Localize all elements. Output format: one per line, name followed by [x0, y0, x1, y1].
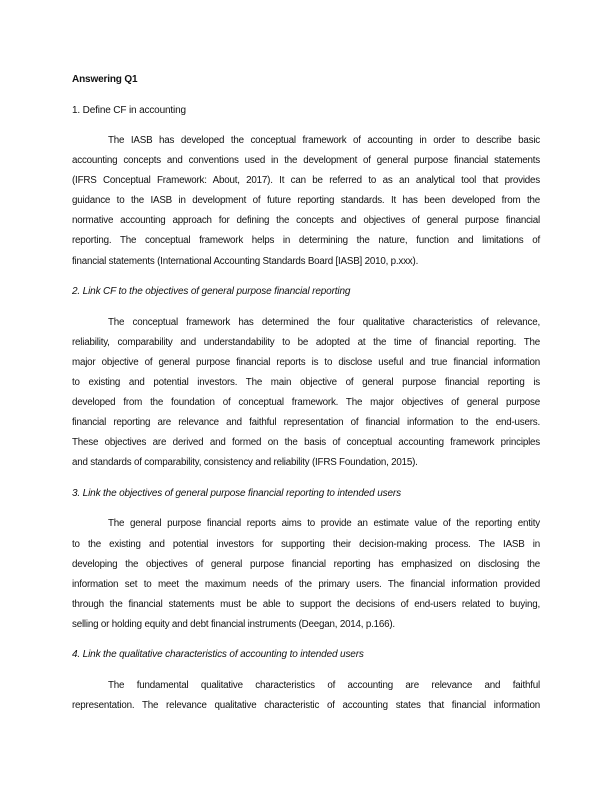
spacer: [72, 473, 540, 484]
paragraph-line: reporting. The conceptual framework helps in determining the nature, function and limitations of: [72, 235, 540, 247]
paragraph-line: through the financial statements must be able to support the decisions of end-users related to buying,: [72, 598, 540, 610]
paragraph-line: (IFRS Conceptual Framework: About, 2017). It can be referred to as an analytical tool that provides: [72, 175, 540, 187]
paragraph: [72, 514, 540, 635]
paragraph-line: major objective of general purpose financial reports is to disclose useful and true financial information: [72, 356, 540, 368]
paragraph-line: selling or holding equity and debt financial instruments (Deegan, 2014, p.166).: [72, 618, 395, 630]
spacer: [72, 716, 540, 727]
paragraph-line: information set to meet the maximum needs of the primary users. The financial information provided: [72, 578, 540, 590]
spacer: [72, 90, 540, 101]
paragraph-line: and standards of comparability, consistency and reliability (IFRS Foundation, 2015).: [72, 457, 418, 469]
paragraph: [72, 313, 540, 474]
spacer: [72, 302, 540, 313]
spacer: [72, 504, 540, 515]
paragraph-line: reliability, comparability and understandability to be adopted at the time of financial reporting. The: [72, 336, 540, 348]
spacer: [72, 121, 540, 132]
sections: [72, 101, 540, 727]
document-page: [72, 70, 540, 727]
section-4: [72, 645, 540, 726]
paragraph-line: representation. The relevance qualitative characteristic of accounting states that financial information: [72, 700, 540, 712]
section-3: [72, 484, 540, 646]
paragraph-line: to existing and potential investors. The main objective of general purpose financial reporting is: [72, 376, 540, 388]
paragraph-line: developing the objectives of general purpose financial reporting has emphasized on disclosing the: [72, 558, 540, 570]
section-heading: 4. Link the qualitative characteristics of accounting to intended users: [72, 649, 364, 661]
paragraph: [72, 131, 540, 272]
paragraph-line: The conceptual framework has determined the four qualitative characteristics of relevance,: [108, 316, 540, 328]
section-heading: 1. Define CF in accounting: [72, 104, 186, 116]
paragraph-line: to the existing and potential investors for supporting their decision-making process. The IASB in: [72, 538, 540, 550]
paragraph-line: normative accounting approach for defining the concepts and objectives of general purpose financial: [72, 215, 540, 227]
spacer: [72, 635, 540, 646]
paragraph-line: The general purpose financial reports aims to provide an estimate value of the reporting entity: [108, 518, 540, 530]
paragraph-line: guidance to the IASB in development of future reporting standards. It has been developed from the: [72, 195, 540, 207]
paragraph-line: developed from the foundation of conceptual framework. The major objectives of general purpose: [72, 397, 540, 409]
paragraph-line: These objectives are derived and formed on the basis of conceptual accounting framework principles: [72, 437, 540, 449]
document-title: Answering Q1: [72, 74, 138, 85]
paragraph: [72, 676, 540, 716]
spacer: [72, 272, 540, 283]
section-heading: 2. Link CF to the objectives of general purpose financial reporting: [72, 286, 351, 298]
section-2: [72, 282, 540, 484]
section-1: [72, 101, 540, 283]
spacer: [72, 665, 540, 676]
paragraph-line: financial reporting are relevance and faithful representation of financial information to the end-users.: [72, 417, 540, 429]
section-heading: 3. Link the objectives of general purpose financial reporting to intended users: [72, 487, 401, 499]
paragraph-line: accounting concepts and conventions used in the development of general purpose financial statements: [72, 155, 540, 167]
paragraph-line: financial statements (International Accounting Standards Board [IASB] 2010, p.xxx).: [72, 255, 419, 267]
paragraph-line: The IASB has developed the conceptual framework of accounting in order to describe basic: [108, 135, 540, 146]
paragraph-line: The fundamental qualitative characteristics of accounting are relevance and faithful: [108, 679, 540, 691]
